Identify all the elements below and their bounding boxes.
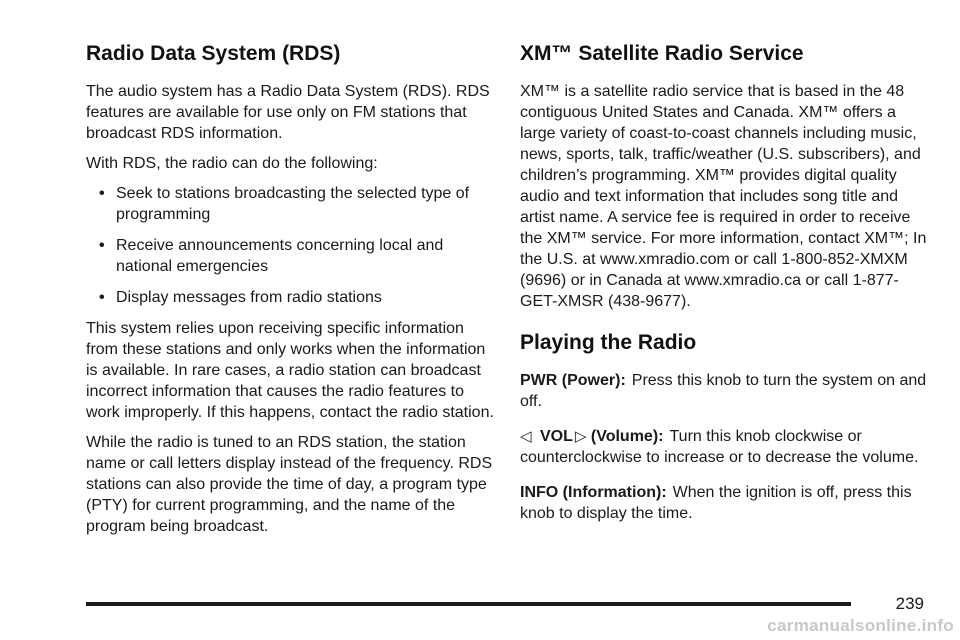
left-column <box>86 40 496 546</box>
xm-paragraph: XM™ is a satellite radio service that is based in the 48 contiguous United States and Canada. XM™ offers a large variety of coast-to-coast channels including music, news, sports, talk, traffic/weather (U.S. subscribers), and children’s programming. XM™ provides digital quality audio and text information that includes song title and artist name. A service fee is required in order to receive the XM™ service. For more information, contact XM™; In the U.S. at www.xmradio.com or call 1-800-852-XMXM (9696) or in Canada at www.xmradio.ca or call 1-877-GET-XMSR (438-9677). <box>520 83 927 310</box>
footer-rule <box>86 602 851 606</box>
vol-term: (Volume): <box>590 428 664 445</box>
rds-intro: The audio system has a Radio Data System (RDS). RDS features are available for use only on FM stations that broadcast RDS information. <box>86 83 490 142</box>
volume-down-icon: ◁ <box>520 428 532 445</box>
bullet-icon: • <box>99 237 105 254</box>
info-entry <box>520 482 930 524</box>
vol-label: VOL <box>540 428 573 445</box>
list-item: • Display messages from radio stations <box>99 289 382 306</box>
info-text: When the ignition is off, press this knob to display the time. <box>520 484 912 522</box>
info-term: INFO (Information): <box>520 484 667 501</box>
volume-up-icon: ▷ <box>574 428 587 445</box>
rds-para-reliance: This system relies upon receiving specific information from these stations and only works when the information is available. In rare cases, a radio station can broadcast incorrect information that causes the radio features to work improperly. If this happens, contact the radio station. <box>86 320 494 421</box>
rds-heading: Radio Data System (RDS) <box>86 42 341 65</box>
rds-lead: With RDS, the radio can do the following: <box>86 155 378 172</box>
playing-radio-heading: Playing the Radio <box>520 331 697 354</box>
right-column <box>520 40 930 533</box>
bullet-icon: • <box>99 185 105 202</box>
pwr-text: Press this knob to turn the system on and off. <box>520 372 927 410</box>
rds-features-list <box>86 183 496 308</box>
bullet-icon: • <box>99 289 105 306</box>
list-item: • Seek to stations broadcasting the selected type of programming <box>99 185 470 223</box>
pwr-term: PWR (Power): <box>520 372 626 389</box>
vol-text: Turn this knob clockwise or counterclockwise to increase or to decrease the volume. <box>520 428 919 466</box>
pwr-entry <box>520 370 930 412</box>
xm-heading: XM™ Satellite Radio Service <box>520 42 804 65</box>
vol-entry <box>520 426 930 468</box>
list-item: • Receive announcements concerning local and national emergencies <box>99 237 444 275</box>
watermark: carmanualsonline.info <box>767 616 954 635</box>
page-number: 239 <box>895 594 924 613</box>
rds-para-station-name: While the radio is tuned to an RDS station, the station name or call letters display instead of the frequency. RDS stations can also provide the time of day, a program type (PTY) for current programming, and the name of the program being broadcast. <box>86 434 493 535</box>
